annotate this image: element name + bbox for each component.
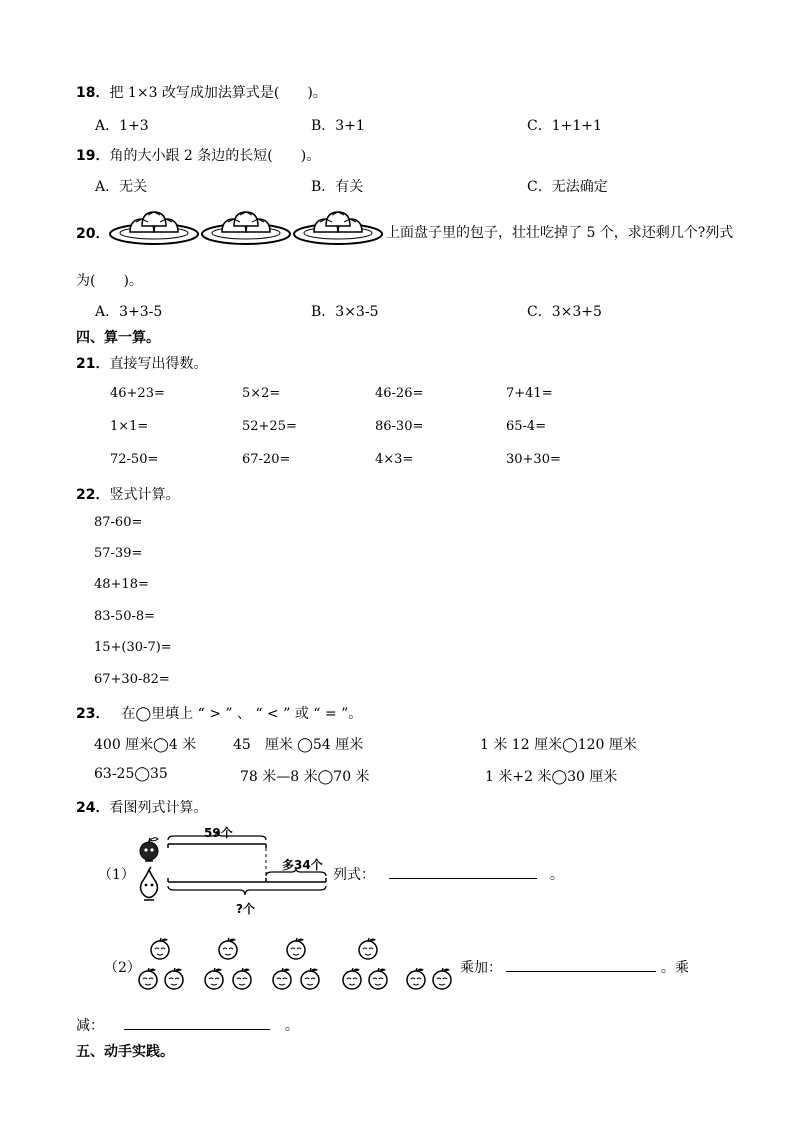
question-number: 19． <box>76 148 110 164</box>
question-19 <box>76 145 320 165</box>
question-number: 18． <box>76 85 110 101</box>
formula-row <box>333 864 564 884</box>
question-number: 20． <box>76 226 110 242</box>
question-23 <box>76 703 362 723</box>
compare-item: 1 米 12 厘米◯120 厘米 <box>480 737 637 753</box>
question-text: 把 1×3 改写成加法算式是( )。 <box>109 85 327 101</box>
question-text: 在◯里填上 “ > ” 、 “ < ” 或 “ = ”。 <box>121 706 363 722</box>
plate-with-buns-3 <box>294 212 382 244</box>
multiply-add-label: 乘加： <box>460 960 502 976</box>
compare-item: 45 厘米 ◯54 厘米 <box>233 737 364 753</box>
bun-plates-illustration <box>108 206 384 250</box>
part-label: （1） <box>98 867 135 883</box>
apple-groups-illustration <box>136 936 458 998</box>
vertical-calc-item: 87-60= <box>94 515 143 530</box>
calc-item: 86-30= <box>375 419 424 434</box>
calc-item: 46-26= <box>375 386 424 401</box>
vertical-calc-item: 83-50-8= <box>94 609 156 624</box>
question-number: 23． <box>76 706 110 722</box>
multiply-subtract-end: 。 <box>284 1018 299 1034</box>
apple-group-2 <box>205 938 251 989</box>
calc-item: 5×2= <box>242 386 281 401</box>
option-a: A．无关 <box>95 179 148 195</box>
vertical-calc-item: 15+(30-7)= <box>94 640 172 655</box>
calc-item: 72-50= <box>110 452 159 467</box>
diagram-label-more: 多34个 <box>282 858 323 872</box>
question-text: 角的大小跟 2 条边的长短( )。 <box>109 148 321 164</box>
vertical-calc-item: 57-39= <box>94 546 143 561</box>
calc-item: 1×1= <box>110 419 149 434</box>
compare-item: 1 米+2 米◯30 厘米 <box>485 769 618 785</box>
question-21 <box>76 353 207 373</box>
question-text: 竖式计算。 <box>109 487 180 503</box>
option-a: A．3+3-5 <box>95 304 163 320</box>
question-text: 上面盘子里的包子，壮壮吃掉了 5 个，求还剩几个?列式 <box>386 225 734 241</box>
pear-icon <box>137 866 161 902</box>
apple-icon <box>137 834 161 864</box>
plate-with-buns-1 <box>110 212 198 244</box>
answer-blank[interactable] <box>389 864 537 879</box>
question-text: 看图列式计算。 <box>109 800 208 816</box>
option-c: C．1+1+1 <box>527 118 602 134</box>
question-number: 24． <box>76 800 110 816</box>
section-title: 五、动手实践。 <box>76 1044 174 1060</box>
diagram-label-bottom: ?个 <box>236 902 255 916</box>
multiply-add-end: 。乘 <box>660 960 689 976</box>
apple-group-4 <box>343 938 451 989</box>
calc-item: 30+30= <box>506 452 561 467</box>
compare-item: 63-25◯35 <box>94 766 168 782</box>
question-24 <box>76 797 207 817</box>
apple-group-3 <box>273 938 319 989</box>
option-c: C．3×3+5 <box>527 304 602 320</box>
option-b: B．有关 <box>311 179 364 195</box>
formula-label: 列式： <box>333 867 375 883</box>
multiply-add-row <box>460 957 689 977</box>
part-label: （2） <box>104 960 141 976</box>
multiply-subtract-label: 减： <box>76 1018 104 1034</box>
question-22 <box>76 484 179 504</box>
question-text: 直接写出得数。 <box>109 356 208 372</box>
question-number: 21． <box>76 356 110 372</box>
multiply-subtract-row <box>76 1015 299 1035</box>
option-b: B．3×3-5 <box>311 304 379 320</box>
diagram-label-top: 59个 <box>204 826 233 840</box>
answer-blank[interactable] <box>124 1015 270 1030</box>
calc-item: 46+23= <box>110 386 165 401</box>
compare-item: 400 厘米◯4 米 <box>94 737 197 753</box>
option-b: B．3+1 <box>311 118 365 134</box>
vertical-calc-item: 67+30-82= <box>94 672 170 687</box>
question-text-continued: 为( )。 <box>76 273 143 289</box>
compare-item: 78 米—8 米◯70 米 <box>240 769 370 785</box>
calc-item: 67-20= <box>242 452 291 467</box>
calc-item: 65-4= <box>506 419 547 434</box>
option-c: C．无法确定 <box>527 179 608 195</box>
calc-item: 4×3= <box>375 452 414 467</box>
answer-blank[interactable] <box>506 957 656 972</box>
calc-item: 7+41= <box>506 386 553 401</box>
formula-end: 。 <box>549 867 564 883</box>
vertical-calc-item: 48+18= <box>94 577 149 592</box>
section-title: 四、算一算。 <box>76 330 160 346</box>
option-a: A．1+3 <box>95 118 149 134</box>
question-number: 22． <box>76 487 110 503</box>
apple-group-1 <box>139 938 183 989</box>
calc-item: 52+25= <box>242 419 297 434</box>
question-18 <box>76 82 327 102</box>
plate-with-buns-2 <box>202 212 290 244</box>
